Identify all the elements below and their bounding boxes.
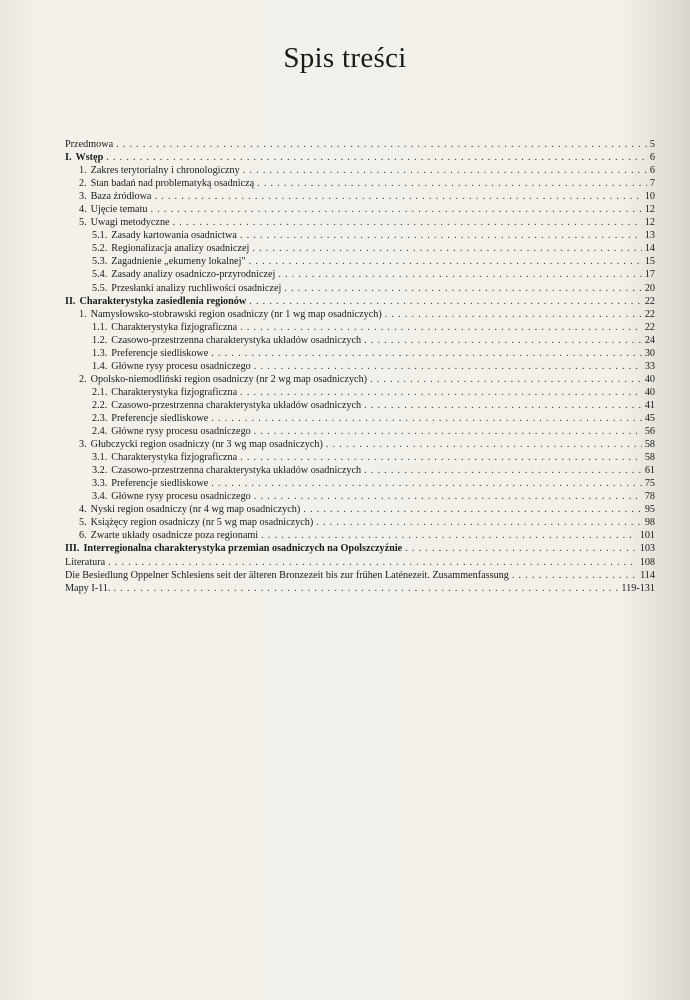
toc-entry-page-number: 22 <box>644 295 655 307</box>
toc-entry-number: 3.3. <box>92 478 108 490</box>
toc-entry-page-number: 33 <box>644 360 655 372</box>
toc-entry-label <box>65 138 116 151</box>
toc-entry[interactable] <box>65 164 655 177</box>
toc-entry-page-number: 15 <box>644 256 655 268</box>
toc-entry-page-number: 41 <box>644 399 655 411</box>
toc-entry-number: 5.4. <box>92 269 108 281</box>
toc-entry-number: 1.4. <box>92 360 108 372</box>
toc-entry-number: 2. <box>79 373 87 385</box>
toc-entry[interactable] <box>65 360 655 373</box>
toc-entry-number: 1. <box>79 308 87 320</box>
dot-leader <box>240 229 642 242</box>
toc-entry-number: 2.2. <box>92 399 108 411</box>
toc-entry-page-number: 6 <box>649 152 655 164</box>
toc-entry-title: Charakterystyka zasiedlenia regionów <box>79 295 247 307</box>
toc-entry[interactable] <box>65 229 655 242</box>
toc-entry-title: Główne rysy procesu osadniczego <box>111 426 251 438</box>
toc-entry-label <box>92 477 211 490</box>
toc-entry-number: 3.1. <box>92 452 108 464</box>
toc-entry-title: Czasowo-przestrzenna charakterystyka układów osadniczych <box>111 334 362 346</box>
toc-entry-page-number: 22 <box>644 308 655 320</box>
toc-entry-title: Charakterystyka fizjograficzna <box>111 386 238 398</box>
toc-entry-label <box>79 373 370 386</box>
toc-entry-label <box>65 569 512 582</box>
toc-entry-title: Zwarte układy osadnicze poza regionami <box>90 530 259 542</box>
toc-entry[interactable] <box>65 556 655 569</box>
toc-entry-title: Literatura <box>65 556 106 568</box>
toc-entry-title: Wstęp <box>75 152 104 164</box>
toc-entry-title: Przesłanki analizy ruchliwości osadniczej <box>111 282 282 294</box>
toc-entry[interactable] <box>65 138 655 151</box>
toc-entry-page-number: 108 <box>639 556 655 568</box>
toc-entry-number: 3. <box>79 439 87 451</box>
toc-entry-number: II. <box>65 295 76 307</box>
dot-leader <box>254 425 642 438</box>
toc-entry[interactable] <box>65 255 655 268</box>
dot-leader <box>151 203 642 216</box>
toc-entry-label <box>92 386 240 399</box>
toc-entry[interactable] <box>65 321 655 334</box>
dot-leader <box>316 516 642 529</box>
toc-entry-label <box>65 556 108 569</box>
toc-entry-title: Zakres terytorialny i chronologiczny <box>90 165 240 177</box>
toc-entry-label <box>92 490 254 503</box>
toc-entry-label <box>65 151 106 164</box>
toc-entry[interactable] <box>65 295 655 308</box>
dot-leader <box>116 138 647 151</box>
dot-leader <box>326 438 642 451</box>
toc-entry-label <box>65 542 405 555</box>
toc-entry-number: III. <box>65 543 80 555</box>
toc-entry-title: Nyski region osadniczy (nr 4 wg map osadniczych) <box>90 504 301 516</box>
toc-entry-number: 2. <box>79 178 87 190</box>
dot-leader <box>261 529 637 542</box>
toc-entry-label <box>92 268 278 281</box>
toc-entry-page-number: 40 <box>644 386 655 398</box>
toc-entry-number: 5.1. <box>92 230 108 242</box>
toc-entry[interactable] <box>65 582 655 595</box>
toc-entry-page-number: 119-131 <box>621 582 655 594</box>
page-title: Spis treści <box>283 42 407 74</box>
toc-entry-number: 2.3. <box>92 412 108 424</box>
toc-entry[interactable] <box>65 282 655 295</box>
toc-entry[interactable] <box>65 308 655 321</box>
toc-entry-label <box>92 412 211 425</box>
toc-entry-title: Czasowo-przestrzenna charakterystyka układów osadniczych <box>111 465 362 477</box>
toc-entry[interactable] <box>65 569 655 582</box>
toc-entry-title: Opolsko-niemodliński region osadniczy (nr 2 wg map osadniczych) <box>90 373 368 385</box>
toc-entry-number: 3.4. <box>92 491 108 503</box>
toc-entry-label <box>65 582 113 595</box>
dot-leader <box>240 386 642 399</box>
toc-entry-number: 5. <box>79 517 87 529</box>
toc-entry-label <box>65 295 249 308</box>
toc-entry-number: 4. <box>79 204 87 216</box>
toc-entry-label <box>79 503 303 516</box>
toc-entry-number: 2.4. <box>92 426 108 438</box>
toc-entry-number: 5.2. <box>92 243 108 255</box>
toc-entry-label <box>92 229 240 242</box>
dot-leader <box>211 412 642 425</box>
toc-entry-label <box>92 399 364 412</box>
toc-entry-title: Regionalizacja analizy osadniczej <box>111 243 250 255</box>
dot-leader <box>240 321 642 334</box>
toc-entry-title: Preferencje siedliskowe <box>111 412 209 424</box>
toc-entry-label <box>79 516 316 529</box>
toc-entry-label <box>92 451 240 464</box>
toc-entry-page-number: 6 <box>649 165 655 177</box>
toc-entry-title: Głubczycki region osadniczy (nr 3 wg map osadniczych) <box>90 439 323 451</box>
dot-leader <box>254 490 642 503</box>
toc-entry-label <box>79 308 385 321</box>
toc-entry-title: Charakterystyka fizjograficzna <box>111 452 238 464</box>
toc-entry-page-number: 14 <box>644 243 655 255</box>
toc-entry-page-number: 75 <box>644 478 655 490</box>
toc-entry-number: 4. <box>79 504 87 516</box>
toc-entry-page-number: 45 <box>644 412 655 424</box>
toc-entry[interactable] <box>65 334 655 347</box>
toc-entry[interactable] <box>65 399 655 412</box>
toc-entry-page-number: 114 <box>640 569 655 581</box>
toc-entry-title: Czasowo-przestrzenna charakterystyka układów osadniczych <box>111 399 362 411</box>
toc-entry-page-number: 78 <box>644 491 655 503</box>
toc-entry-page-number: 56 <box>644 426 655 438</box>
toc-entry-title: Przedmowa <box>65 139 114 150</box>
toc-entry-page-number: 17 <box>644 269 655 281</box>
dot-leader <box>370 373 642 386</box>
toc-entry[interactable] <box>65 438 655 451</box>
dot-leader <box>257 177 647 190</box>
toc-entry-page-number: 20 <box>644 282 655 294</box>
dot-leader <box>303 503 642 516</box>
toc-entry-label <box>92 321 240 334</box>
toc-entry[interactable] <box>65 412 655 425</box>
dot-leader <box>252 242 642 255</box>
toc-entry-label <box>92 360 254 373</box>
toc-entry-page-number: 95 <box>644 504 655 516</box>
toc-entry-page-number: 22 <box>644 321 655 333</box>
toc-entry[interactable] <box>65 451 655 464</box>
toc-entry-title: Interregionalna charakterystyka przemian osadniczych na Opolszczyźnie <box>83 543 403 555</box>
toc-entry-page-number: 101 <box>639 530 655 542</box>
dot-leader <box>154 190 641 203</box>
toc-entry-label <box>79 177 257 190</box>
dot-leader <box>284 282 642 295</box>
dot-leader <box>278 268 641 281</box>
toc-entry-title: Namysłowsko-stobrawski region osadniczy (nr 1 wg map osadniczych) <box>90 308 382 320</box>
toc-entry-page-number: 5 <box>649 139 655 150</box>
toc-entry-number: 1. <box>79 165 87 177</box>
toc-entry-title: Stan badań nad problematyką osadniczą <box>90 178 255 190</box>
dot-leader <box>364 399 642 412</box>
toc-entry-label <box>79 203 151 216</box>
toc-entry-label <box>92 464 364 477</box>
dot-leader <box>211 477 642 490</box>
toc-entry-title: Zasady analizy osadniczo-przyrodniczej <box>111 269 276 281</box>
toc-entry[interactable] <box>65 203 655 216</box>
toc-entry-page-number: 98 <box>644 517 655 529</box>
toc-entry[interactable] <box>65 373 655 386</box>
toc-entry-page-number: 10 <box>644 191 655 203</box>
toc-entry-page-number: 12 <box>644 204 655 216</box>
toc-entry-number: 2.1. <box>92 386 108 398</box>
toc-entry-title: Charakterystyka fizjograficzna <box>111 321 238 333</box>
toc-entry-page-number: 24 <box>644 334 655 346</box>
toc-entry-number: 1.3. <box>92 347 108 359</box>
toc-entry-label <box>92 425 254 438</box>
dot-leader <box>249 295 642 308</box>
toc-entry[interactable] <box>65 216 655 229</box>
dot-leader <box>173 216 642 229</box>
table-of-contents <box>65 138 655 595</box>
toc-entry[interactable] <box>65 464 655 477</box>
dot-leader <box>385 308 642 321</box>
toc-entry-page-number: 40 <box>644 373 655 385</box>
toc-entry-title: Zagadnienie „ekumeny lokalnej" <box>111 256 246 268</box>
toc-entry-label <box>79 190 154 203</box>
toc-entry[interactable] <box>65 542 655 555</box>
toc-entry-page-number: 58 <box>644 452 655 464</box>
toc-entry-page-number: 12 <box>644 217 655 229</box>
toc-entry[interactable] <box>65 242 655 255</box>
toc-entry-page-number: 61 <box>644 465 655 477</box>
toc-entry-title: Baza źródłowa <box>90 191 152 203</box>
dot-leader <box>405 542 637 555</box>
dot-leader <box>512 569 637 582</box>
toc-entry[interactable] <box>65 516 655 529</box>
toc-entry-label <box>79 216 173 229</box>
toc-entry-number: 5. <box>79 217 87 229</box>
dot-leader <box>254 360 642 373</box>
toc-entry-page-number: 30 <box>644 347 655 359</box>
dot-leader <box>211 347 642 360</box>
toc-entry-title: Mapy I-11. <box>65 582 111 594</box>
dot-leader <box>249 255 642 268</box>
toc-entry-number: 6. <box>79 530 87 542</box>
toc-entry-number: 3. <box>79 191 87 203</box>
toc-entry-label <box>92 242 252 255</box>
toc-entry[interactable] <box>65 529 655 542</box>
toc-entry[interactable] <box>65 347 655 360</box>
dot-leader <box>364 334 642 347</box>
toc-entry-title: Die Besiedlung Oppelner Schlesiens seit der älteren Bronzezeit bis zur frühen Laténezeit. Zusammenfassung <box>65 569 509 581</box>
toc-entry-label <box>79 164 243 177</box>
toc-entry-title: Główne rysy procesu osadniczego <box>111 491 251 503</box>
toc-entry[interactable] <box>65 386 655 399</box>
toc-entry-label <box>92 255 249 268</box>
toc-entry-number: 5.3. <box>92 256 108 268</box>
toc-entry[interactable] <box>65 177 655 190</box>
toc-entry-label <box>79 438 326 451</box>
toc-entry[interactable] <box>65 268 655 281</box>
toc-entry[interactable] <box>65 477 655 490</box>
toc-entry-label <box>92 347 211 360</box>
toc-entry-label <box>79 529 261 542</box>
toc-entry[interactable] <box>65 425 655 438</box>
toc-entry-number: I. <box>65 152 72 164</box>
dot-leader <box>243 164 647 177</box>
toc-entry-number: 3.2. <box>92 465 108 477</box>
toc-entry-title: Zasady kartowania osadnictwa <box>111 230 237 242</box>
dot-leader <box>108 556 637 569</box>
toc-entry-title: Główne rysy procesu osadniczego <box>111 360 251 372</box>
toc-entry-number: 5.5. <box>92 282 108 294</box>
toc-entry[interactable] <box>65 190 655 203</box>
toc-entry-title: Preferencje siedliskowe <box>111 347 209 359</box>
toc-entry-label <box>92 334 364 347</box>
toc-entry[interactable] <box>65 151 655 164</box>
dot-leader <box>364 464 642 477</box>
toc-entry-title: Ujęcie tematu <box>90 204 148 216</box>
dot-leader <box>240 451 642 464</box>
dot-leader <box>113 582 618 595</box>
toc-entry-title: Książęcy region osadniczy (nr 5 wg map osadniczych) <box>90 517 314 529</box>
toc-entry-page-number: 103 <box>639 543 655 555</box>
toc-entry-number: 1.2. <box>92 334 108 346</box>
toc-entry-page-number: 58 <box>644 439 655 451</box>
dot-leader <box>106 151 647 164</box>
toc-entry-label <box>92 282 284 295</box>
toc-entry-title: Preferencje siedliskowe <box>111 478 209 490</box>
toc-entry-title: Uwagi metodyczne <box>90 217 170 229</box>
toc-entry-page-number: 7 <box>649 178 655 190</box>
toc-entry[interactable] <box>65 490 655 503</box>
toc-entry-number: 1.1. <box>92 321 108 333</box>
toc-entry-page-number: 13 <box>644 230 655 242</box>
toc-entry[interactable] <box>65 503 655 516</box>
